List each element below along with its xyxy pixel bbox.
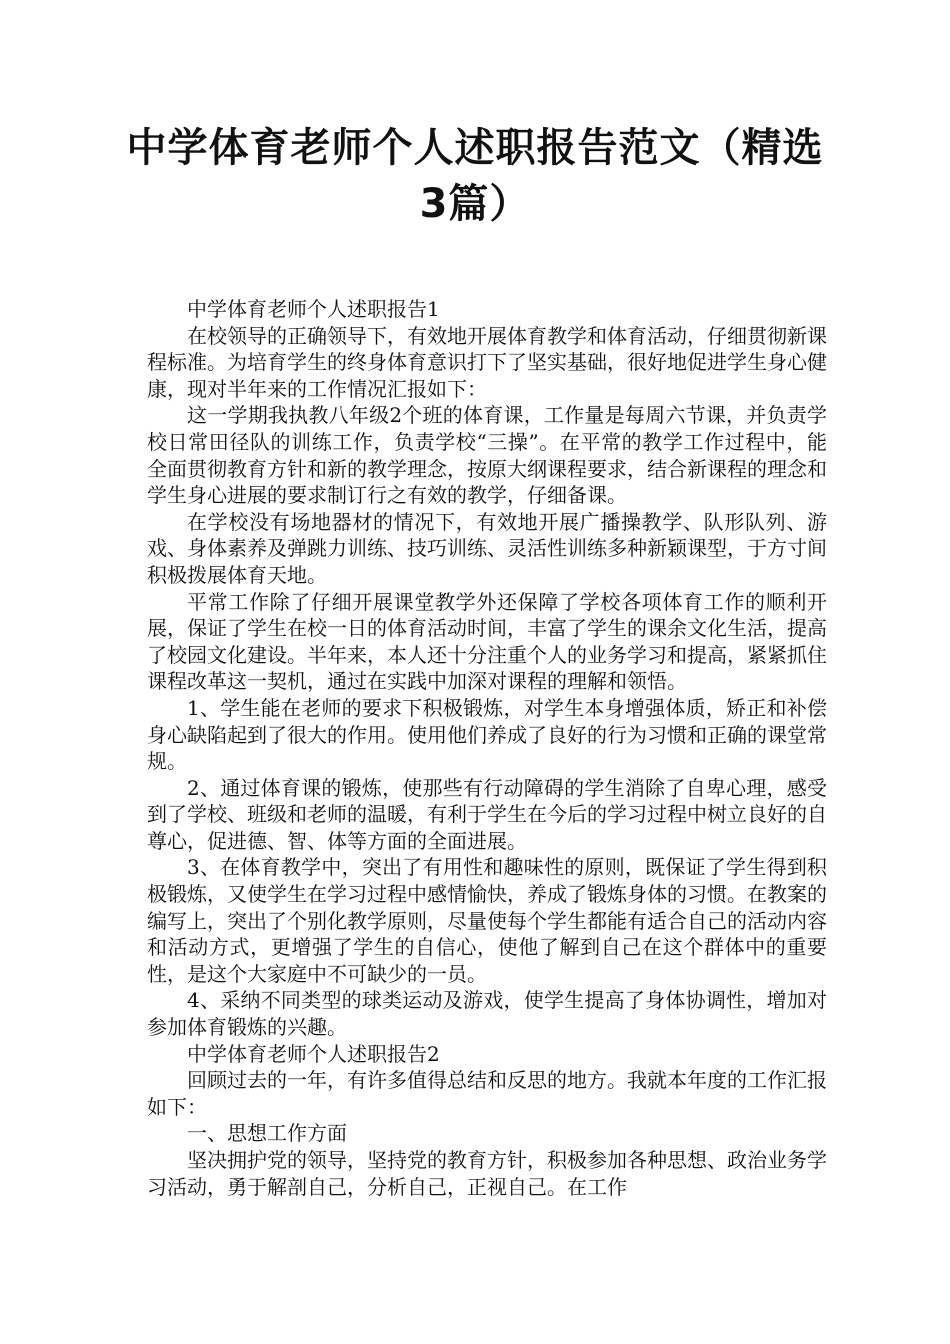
body-paragraph: 回顾过去的一年，有许多值得总结和反思的地方。我就本年度的工作汇报如下： — [147, 1068, 827, 1119]
body-paragraph: 平常工作除了仔细开展课堂教学外还保障了学校各项体育工作的顺利开展，保证了学生在校一日的体育活动时间，丰富了学生的课余文化生活，提高了校园文化建设。半年来，本人还十分注重个人的业务学习和提高，紧紧抓住课程改革这一契机，通过在实践中加深对课程的理解和领悟。 — [147, 589, 827, 694]
body-paragraph: 坚决拥护党的领导，坚持党的教育方针，积极参加各种思想、政治业务学习活动，勇于解剖自己，分析自己，正视自己。在工作 — [147, 1148, 827, 1199]
list-item-3: 3、在体育教学中，突出了有用性和趣味性的原则，既保证了学生得到积极锻炼，又使学生在学习过程中感情愉快，养成了锻炼身体的习惯。在教案的编写上，突出了个别化教学原则，尽量使每个学生都能有适合自己的活动内容和活动方式，更增强了学生的自信心，使他了解到自己在这个群体中的重要性，是这个大家庭中不可缺少的一员。 — [147, 855, 827, 986]
body-paragraph: 这一学期我执教八年级2个班的体育课，工作量是每周六节课，并负责学校日常田径队的训练工作，负责学校“三操”。在平常的教学工作过程中，能全面贯彻教育方针和新的教学理念，按原大纲课程要求，结合新课程的理念和学生身心进展的要求制订行之有效的教学，仔细备课。 — [147, 403, 827, 508]
body-paragraph: 在校领导的正确领导下，有效地开展体育教学和体育活动，仔细贯彻新课程标准。为培育学生的终身体育意识打下了坚实基础，很好地促进学生身心健康，现对半年来的工作情况汇报如下： — [147, 323, 827, 401]
document-title: 中学体育老师个人述职报告范文（精选3篇） — [126, 125, 824, 227]
document-body — [147, 296, 827, 1200]
subsection-heading: 一、思想工作方面 — [187, 1121, 347, 1146]
list-item-4: 4、采纳不同类型的球类运动及游戏，使学生提高了身体协调性，增加对参加体育锻炼的兴趣。 — [147, 988, 827, 1040]
section-heading-report-1: 中学体育老师个人述职报告1 — [187, 297, 440, 321]
body-paragraph: 在学校没有场地器材的情况下，有效地开展广播操教学、队形队列、游戏、身体素养及弹跳力训练、技巧训练、灵活性训练多种新颖课型，于方寸间积极拨展体育天地。 — [147, 509, 827, 587]
section-heading-report-2: 中学体育老师个人述职报告2 — [187, 1041, 440, 1066]
list-item-1: 1、学生能在老师的要求下积极锻炼，对学生本身增强体质，矫正和补偿身心缺陷起到了很大的作用。使用他们养成了良好的行为习惯和正确的课堂常规。 — [147, 695, 827, 774]
list-item-2: 2、通过体育课的锻炼，使那些有行动障碍的学生消除了自卑心理，感受到了学校、班级和老师的温暖，有利于学生在今后的学习过程中树立良好的自尊心，促进德、智、体等方面的全面进展。 — [147, 775, 827, 853]
